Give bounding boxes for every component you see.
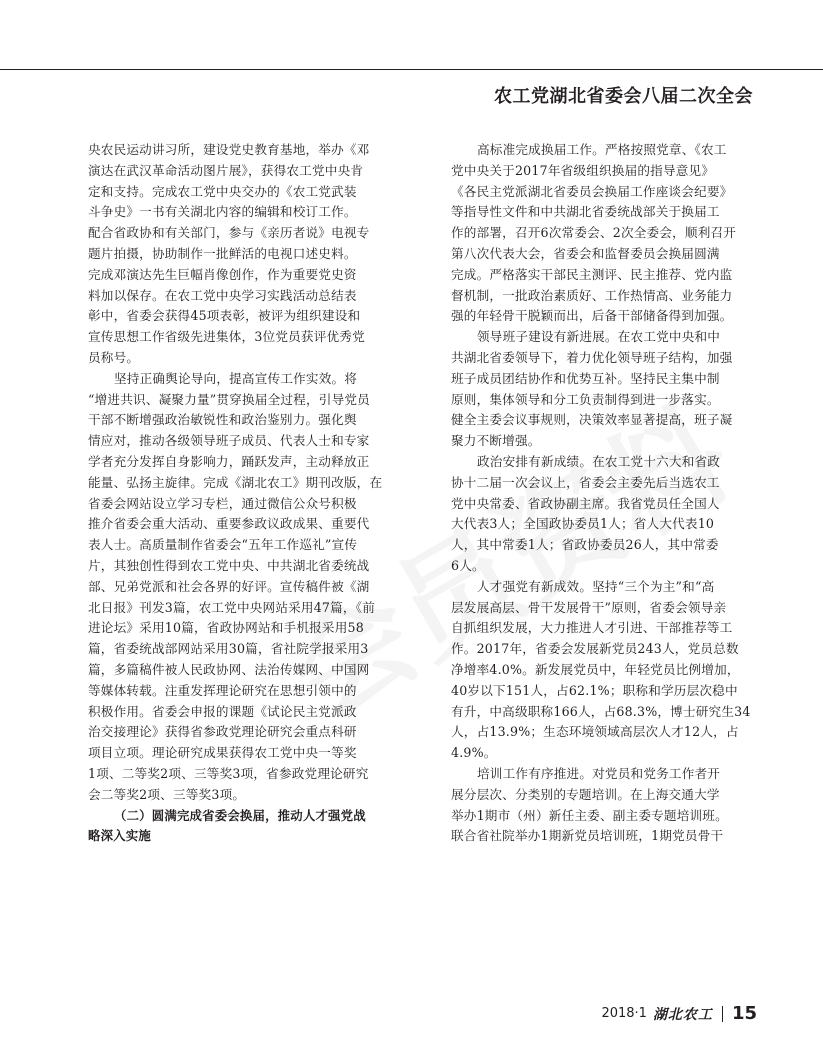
text-line: 完成邓演达先生巨幅肖像创作，作为重要党史资 (88, 266, 357, 282)
text-line: 篇，省委统战部网站采用30篇，省社院学报采用3 (88, 641, 369, 657)
text-line: 共湖北省委领导下，着力优化领导班子结构，加强 (451, 349, 733, 365)
text-line: 40岁以下151人，占62.1%；职称和学历层次稳中 (451, 682, 738, 698)
text-line: 层发展高层、骨干发展骨干”原则，省委会领导亲 (451, 599, 727, 615)
left-column (88, 140, 399, 847)
text-line: 原则，集体领导和分工负责制得到进一步落实。 (451, 391, 720, 407)
paragraph-start: 政治安排有新成绩。在农工党十六大和省政 (477, 453, 721, 469)
issue-number: 2018·1 (601, 1006, 647, 1021)
text-line: 健全主委会议事规则，决策效率显著提高，班子凝 (451, 412, 733, 428)
text-line: 省委会网站设立学习专栏，通过微信公众号积极 (88, 495, 357, 511)
text-line: 有升，中高级职称166人，占68.3%，博士研究生34 (451, 703, 751, 719)
text-line: 斗争史》一书有关湖北内容的编辑和校订工作。 (88, 204, 357, 220)
text-line: 人，其中常委1人；省政协委员26人，其中常委 (451, 537, 719, 553)
text-line: 推介省委会重大活动、重要参政议政成果、重要代 (88, 516, 370, 532)
subheading: 略深入实施 (88, 828, 151, 844)
text-line: 4.9%。 (451, 745, 497, 761)
footer-divider (722, 1006, 723, 1022)
page-footer (601, 1003, 757, 1024)
magazine-logo: 湖北农工 (652, 1006, 713, 1023)
text-line: “增进共识、凝聚力量”贯穿换届全过程，引导党员 (88, 391, 370, 407)
text-line: 大代表3人；全国政协委员1人；省人大代表10 (451, 516, 715, 532)
text-line: 等指导性文件和中共湖北省委统战部关于换届工 (451, 204, 720, 220)
text-line: 作的部署，召开6次常委会、2次全委会，顺利召开 (451, 225, 737, 241)
text-line: 《各民主党派湖北省委员会换届工作座谈会纪要》 (451, 183, 733, 199)
text-line: 会二等奖2项、三等奖3项。 (88, 786, 246, 802)
paragraph-start: 培训工作有序推进。对党员和党务工作者开 (477, 765, 721, 781)
section-title: 农工党湖北省委会八届二次全会 (494, 86, 753, 107)
paragraph-start: 高标准完成换届工作。严格按照党章、《农工 (477, 142, 727, 157)
text-line: 等媒体转载。注重发挥理论研究在思想引领中的 (88, 682, 357, 698)
text-line: 协十二届一次会议上，省委会主委先后当选农工 (451, 474, 720, 490)
text-line: 表人士。高质量制作省委会“五年工作巡礼”宣传 (88, 537, 358, 553)
text-line: 督机制，一批政治素质好、工作热情高、业务能力 (451, 287, 733, 303)
paragraph-start: 领导班子建设有新进展。在农工党中央和中 (477, 329, 721, 345)
text-line: 部、兄弟党派和社会各界的好评。宣传稿件被《湖 (88, 578, 370, 594)
text-line: 自抓组织发展，大力推进人才引进、干部推荐等工 (451, 620, 733, 636)
text-line: 聚力不断增强。 (451, 433, 541, 449)
text-line: 配合省政协和有关部门，参与《亲历者说》电视专 (88, 225, 370, 241)
header-rule (0, 69, 823, 70)
text-line: 治交接理论》获得省参政党理论研究会重点科研 (88, 724, 357, 740)
text-line: 央农民运动讲习所，建设党史教育基地，举办《邓 (88, 142, 370, 157)
subheading: （二）圆满完成省委会换届，推动人才强党战 (114, 807, 366, 823)
text-line: 人，占13.9%；生态环境领域高层次人才12人，占 (451, 724, 739, 740)
text-line: 干部不断增强政治敏锐性和政治鉴别力。强化舆 (88, 412, 357, 428)
text-line: 片，其独创性得到农工党中央、中共湖北省委统战 (88, 557, 370, 573)
text-line: 举办1期市（州）新任主委、副主委专题培训班。 (451, 807, 728, 823)
text-line: 情应对，推动各级领导班子成员、代表人士和专家 (88, 433, 370, 449)
text-line: 宣传思想工作省级先进集体，3位党员获评优秀党 (88, 329, 365, 345)
right-column (451, 140, 762, 847)
text-line: 篇，多篇稿件被人民政协网、法治传媒网、中国网 (88, 661, 370, 677)
text-line: 强的年轻骨干脱颖而出，后备干部储备得到加强。 (451, 308, 733, 324)
text-line: 员称号。 (88, 349, 140, 365)
text-line: 班子成员团结协作和优势互补。坚持民主集中制 (451, 370, 720, 386)
text-line: 联合省社院举办1期新党员培训班，1期党员骨干 (451, 828, 724, 844)
text-line: 积极作用。省委会申报的课题《试论民主党派政 (88, 703, 357, 719)
text-line: 定和支持。完成农工党中央交办的《农工党武装 (88, 183, 357, 199)
page-number: 15 (731, 1003, 757, 1024)
text-line: 北日报》刊发3篇，农工党中央网站采用47篇，《前 (88, 599, 376, 615)
text-line: 6人。 (451, 557, 485, 573)
text-line: 演达在武汉革命活动图片展》，获得农工党中央肯 (88, 162, 364, 178)
text-line: 能量、弘扬主旋律。完成《湖北农工》期刊改版，在 (88, 474, 383, 490)
text-line: 党中央关于2017年省级组织换届的指导意见》 (451, 162, 715, 178)
text-line: 作。2017年，省委会发展新党员243人，党员总数 (451, 641, 739, 657)
text-line: 彰中，省委会获得45项表彰，被评为组织建设和 (88, 308, 361, 324)
text-line: 净增率4.0%。新发展党员中，年轻党员比例增加， (451, 661, 740, 677)
text-line: 料加以保存。在农工党中央学习实践活动总结表 (88, 287, 357, 303)
paragraph-start: 人才强党有新成效。坚持“三个为主”和“高 (477, 578, 715, 594)
text-line: 题片拍摄，协助制作一批鲜活的电视口述史料。 (88, 245, 357, 261)
text-line: 党中央常委、省政协副主席。我省党员任全国人 (451, 495, 720, 511)
text-line: 进论坛》采用10篇，省政协网站和手机报采用58 (88, 620, 364, 636)
text-line: 完成。严格落实干部民主测评、民主推荐、党内监 (451, 266, 733, 282)
text-line: 展分层次、分类别的专题培训。在上海交通大学 (451, 786, 720, 802)
paragraph-start: 坚持正确舆论导向，提高宣传工作实效。将 (114, 370, 358, 386)
text-line: 1项、二等奖2项、三等奖3项，省参政党理论研究 (88, 765, 369, 781)
text-line: 第八次代表大会，省委会和监督委员会换届圆满 (451, 245, 720, 261)
text-line: 项目立项。理论研究成果获得农工党中央一等奖 (88, 745, 357, 761)
text-line: 学者充分发挥自身影响力，踊跃发声，主动释放正 (88, 453, 370, 469)
